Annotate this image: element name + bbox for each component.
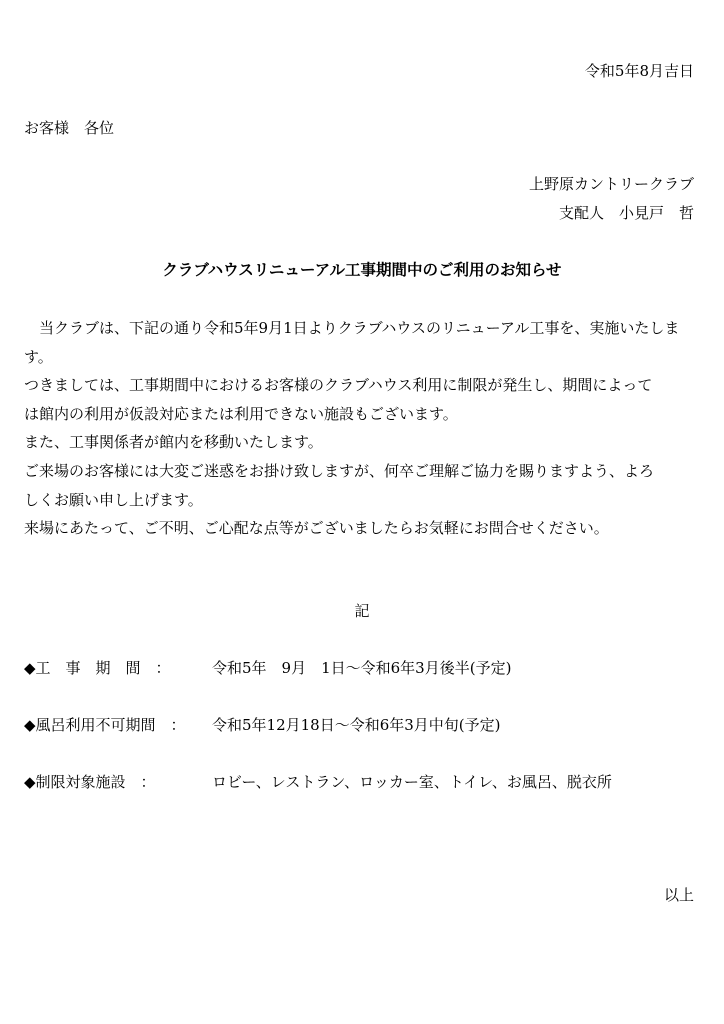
sender-organization: 上野原カントリークラブ bbox=[528, 175, 694, 193]
body-line: す。 bbox=[24, 347, 53, 366]
sender-person: 支配人 小見戸 哲 bbox=[558, 204, 694, 222]
item-label: ◆工 事 期 間 ： bbox=[24, 659, 171, 677]
body-line: 当クラブは、下記の通り令和5年9月1日よりクラブハウスのリニューアル工事を、実施いたしま bbox=[24, 319, 680, 337]
addressee: お客様 各位 bbox=[24, 119, 115, 137]
closing-text: 以上 bbox=[663, 886, 694, 904]
body-text bbox=[24, 314, 700, 543]
item-value: ロビー、レストラン、ロッカー室、トイレ、お風呂、脱衣所 bbox=[212, 773, 612, 791]
item-value: 令和5年12月18日～令和6年3月中旬(予定) bbox=[212, 716, 501, 734]
body-line: また、工事関係者が館内を移動いたします。 bbox=[24, 433, 323, 452]
document-date: 令和5年8月吉日 bbox=[584, 62, 694, 80]
body-line: つきましては、工事期間中におけるお客様のクラブハウス利用に制限が発生し、期間によって bbox=[24, 376, 653, 395]
item-label: ◆制限対象施設 ： bbox=[24, 773, 156, 791]
body-line: しくお願い申し上げます。 bbox=[24, 490, 203, 509]
item-label: ◆風呂利用不可期間 ： bbox=[24, 716, 186, 734]
document-title: クラブハウスリニューアル工事期間中のご利用のお知らせ bbox=[162, 260, 562, 279]
item-value: 令和5年 9月 1日～令和6年3月後半(予定) bbox=[212, 659, 512, 677]
body-line: 来場にあたって、ご不明、ご心配な点等がございましたらお気軽にお問合せください。 bbox=[24, 519, 609, 538]
body-line: は館内の利用が仮設対応または利用できない施設もございます。 bbox=[24, 404, 458, 423]
body-line: ご来場のお客様には大変ご迷惑をお掛け致しますが、何卒ご理解ご協力を賜りますよう、よろ bbox=[24, 461, 655, 480]
ki-heading: 記 bbox=[354, 602, 370, 620]
